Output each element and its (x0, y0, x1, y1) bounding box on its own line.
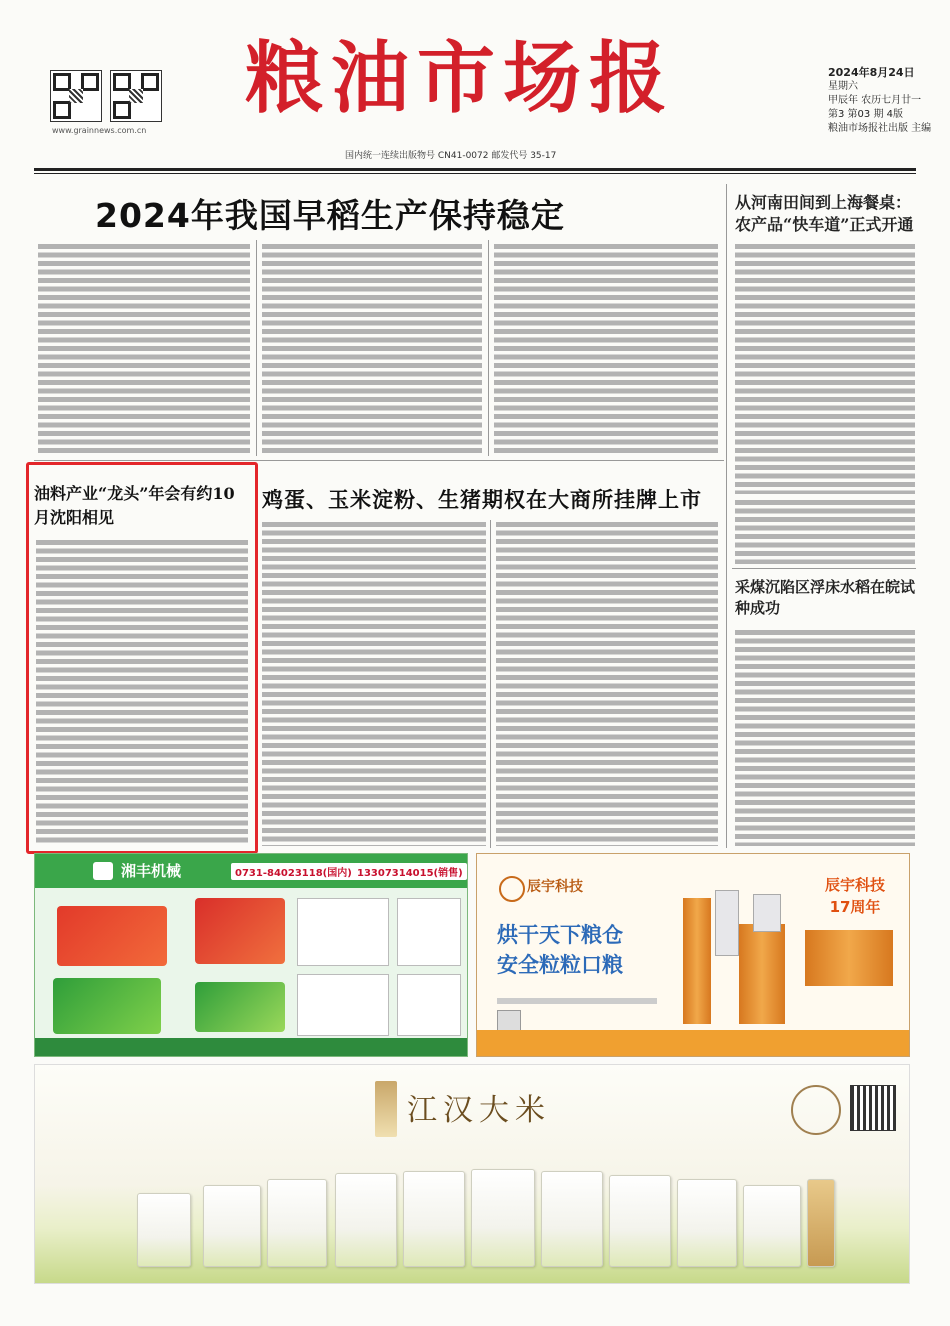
ad-slogan (497, 920, 623, 980)
article-text-column (262, 244, 482, 456)
article-text-column (38, 244, 250, 456)
machinery-ad[interactable] (34, 853, 468, 1057)
slogan-line: 安全粒粒口粮 (497, 953, 623, 977)
column-divider (256, 240, 257, 456)
publication-numbers: 国内统一连续出版物号 CN41-0072 邮发代号 35-17 (345, 151, 557, 161)
ad-phone-1: 0731-84023118(国内) (231, 863, 356, 880)
qr-code-right (110, 70, 162, 122)
date-line: 星期六 (828, 81, 858, 92)
ad-brand: 湘丰机械 (121, 862, 182, 880)
transplanter-image (195, 898, 285, 964)
dryer-tower-image (753, 894, 781, 932)
anniversary-badge (825, 874, 885, 918)
ad-brand: 江汉大米 (407, 1093, 551, 1128)
side-headline-1[interactable]: 从河南田间到上海餐桌：农产品“快车道”正式开通 (735, 193, 914, 234)
date-line: 粮油市场报社出版 主编 (828, 123, 932, 134)
dryer-tower-image (715, 890, 739, 956)
ad-footer-bar (35, 1038, 467, 1056)
column-divider (726, 184, 727, 848)
side-divider (732, 568, 916, 569)
main-headline[interactable]: 2024年我国早稻生产保持稳定 (95, 196, 565, 235)
column-divider (490, 520, 491, 848)
masthead-title: 粮油市场报 (245, 34, 676, 124)
article-text-column (262, 522, 486, 846)
rice-grain-icon (375, 1081, 397, 1137)
section-divider (34, 460, 724, 461)
product-photo (397, 898, 461, 966)
second-headline[interactable]: 鸡蛋、玉米淀粉、生猪期权在大商所挂牌上市 (262, 487, 702, 512)
rice-bag (541, 1171, 603, 1267)
rice-ad[interactable] (34, 1064, 910, 1284)
product-photo (297, 974, 389, 1036)
green-machine-image (195, 982, 285, 1032)
brand-logo-icon (499, 876, 525, 902)
dryer-tower-image (739, 924, 785, 1024)
rice-bag (137, 1193, 191, 1267)
side-article-text (735, 630, 915, 846)
rice-bag-kraft (807, 1179, 835, 1267)
anniversary-years: 17周年 (829, 898, 881, 916)
rice-bag (267, 1179, 327, 1267)
rice-bag (609, 1175, 671, 1267)
boxed-headline[interactable]: 油料产业“龙头”年会有约10月沈阳相见 (34, 484, 235, 527)
ad-small-text (497, 998, 657, 1004)
article-text-column (496, 522, 718, 846)
issue-date: 2024年8月24日 (828, 66, 915, 79)
column-divider (488, 240, 489, 456)
rice-bag (677, 1179, 737, 1267)
article-text-column (494, 244, 718, 456)
boxed-article-text (36, 540, 248, 844)
anniversary-brand: 辰宇科技 (825, 876, 886, 894)
rice-bag (403, 1171, 465, 1267)
leaf-logo-icon (93, 862, 113, 880)
product-photo (297, 898, 389, 966)
seal-icon (791, 1085, 841, 1135)
side-article-text (735, 500, 915, 564)
grain-dryer-ad[interactable] (476, 853, 910, 1057)
rice-bag (471, 1169, 535, 1267)
date-line: 甲辰年 农历七月廿一 (828, 95, 922, 106)
product-photo (397, 974, 461, 1036)
slogan-line: 烘干天下粮仓 (497, 923, 623, 947)
ad-footer-bar (477, 1030, 909, 1056)
green-harvester-image (53, 978, 161, 1034)
masthead-rule (34, 168, 916, 171)
side-headline-2[interactable]: 采煤沉陷区浮床水稻在皖试种成功 (735, 578, 916, 617)
qr-code-left (50, 70, 102, 122)
harvester-image (57, 906, 167, 966)
dryer-tower-image (683, 898, 711, 1024)
rice-bag (203, 1185, 261, 1267)
website-text: www.grainnews.com.cn (52, 126, 147, 135)
date-line: 第3 第03 期 4版 (828, 109, 903, 120)
ad-qr-code (850, 1085, 896, 1131)
rice-bag (743, 1185, 801, 1267)
furnace-image (805, 930, 893, 986)
masthead-rule-thin (34, 173, 916, 174)
ad-phone-2: 13307314015(销售) (353, 863, 467, 880)
ad-brand: 辰宇科技 (527, 879, 583, 895)
rice-bag (335, 1173, 397, 1267)
side-article-text (735, 244, 915, 494)
issue-date-block (828, 66, 931, 136)
